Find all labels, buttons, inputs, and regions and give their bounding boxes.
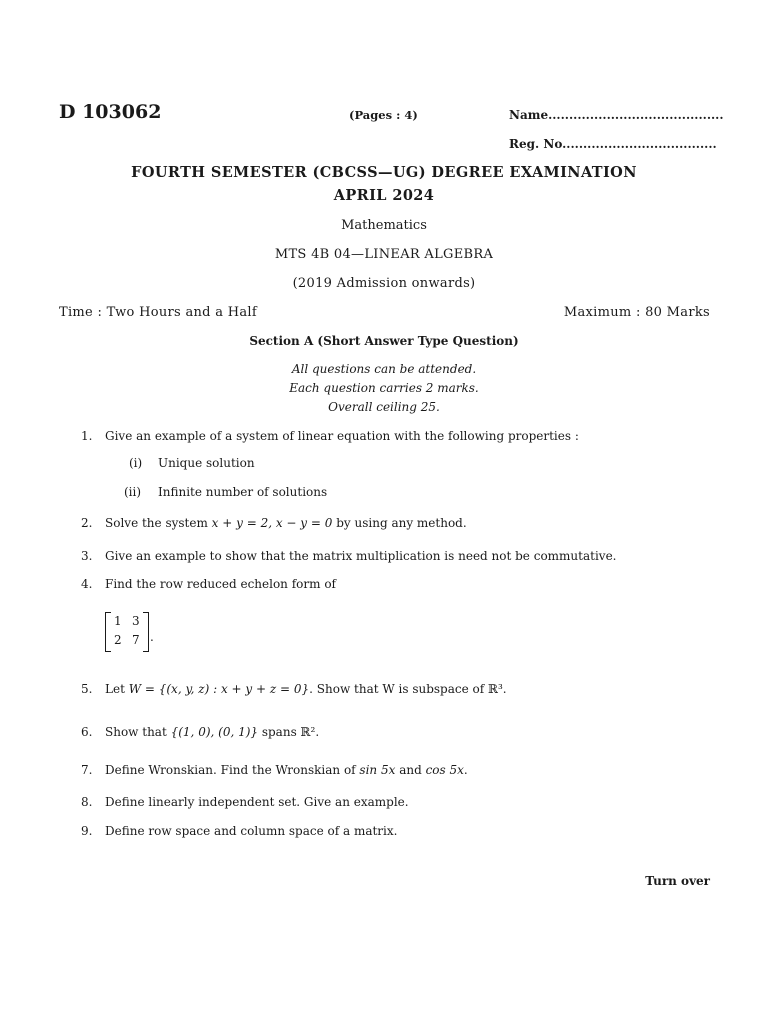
question-number: 8. [81,795,93,809]
question-text: Show that {(1, 0), (0, 1)} spans ℝ². [105,725,320,739]
page-count: (Pages : 4) [349,108,418,122]
question-text: Let W = {(x, y, z) : x + y + z = 0}. Show that W is subspace of ℝ³. [105,682,507,696]
maximum-marks: Maximum : 80 Marks [563,305,710,320]
time-allowed: Time : Two Hours and a Half [59,305,257,320]
question-number: 5. [81,682,93,696]
question-number: 9. [81,824,93,838]
right-bracket [143,612,149,652]
math-expression: W = {(x, y, z) : x + y + z = 0} [128,682,310,696]
question-number: 4. [81,577,93,591]
matrix-cell: 3 [132,614,140,628]
left-bracket [105,612,111,652]
matrix-trailer: . [150,630,154,644]
paper-code: D 103062 [59,101,162,123]
matrix-cell: 2 [114,633,122,647]
instruction-line: Each question carries 2 marks. [289,381,479,395]
math-expression: cos 5x [425,763,464,777]
math-expression: {(1, 0), (0, 1)} [170,725,259,739]
math-expression: x + y = 2, x − y = 0 [211,516,333,530]
matrix-cell: 7 [132,633,140,647]
question-text: Define row space and column space of a matrix. [105,824,398,838]
question-text: Define Wronskian. Find the Wronskian of sin 5x and cos 5x. [105,763,468,777]
instruction-line: Overall ceiling 25. [328,400,440,414]
reg-no-field: Reg. No..................................... [509,137,717,151]
exam-title: FOURTH SEMESTER (CBCSS—UG) DEGREE EXAMINATION [131,164,637,181]
question-text: Give an example of a system of linear equation with the following properties : [105,429,579,443]
option-text: Infinite number of solutions [158,485,328,499]
question-text: Solve the system x + y = 2, x − y = 0 by using any method. [105,516,467,530]
question-text: Give an example to show that the matrix multiplication is need not be commutative. [105,549,617,563]
matrix [105,612,157,652]
instruction-line: All questions can be attended. [291,362,477,376]
question-number: 2. [81,516,93,530]
turn-over-note: Turn over [645,874,710,888]
option-number: (i) [129,456,143,470]
admission-note: (2019 Admission onwards) [292,276,476,291]
exam-session: APRIL 2024 [333,187,435,204]
subject: Mathematics [341,218,427,233]
matrix-cell: 1 [114,614,122,628]
question-number: 6. [81,725,93,739]
option-number: (ii) [124,485,142,499]
math-expression: sin 5x [359,763,396,777]
question-number: 1. [81,429,93,443]
question-number: 7. [81,763,93,777]
name-field: Name.......................................... [509,108,724,122]
section-heading: Section A (Short Answer Type Question) [249,334,519,348]
question-number: 3. [81,549,93,563]
question-text: Find the row reduced echelon form of [105,577,336,591]
question-text: Define linearly independent set. Give an example. [105,795,409,809]
paper-name: MTS 4B 04—LINEAR ALGEBRA [274,247,494,262]
option-text: Unique solution [158,456,255,470]
